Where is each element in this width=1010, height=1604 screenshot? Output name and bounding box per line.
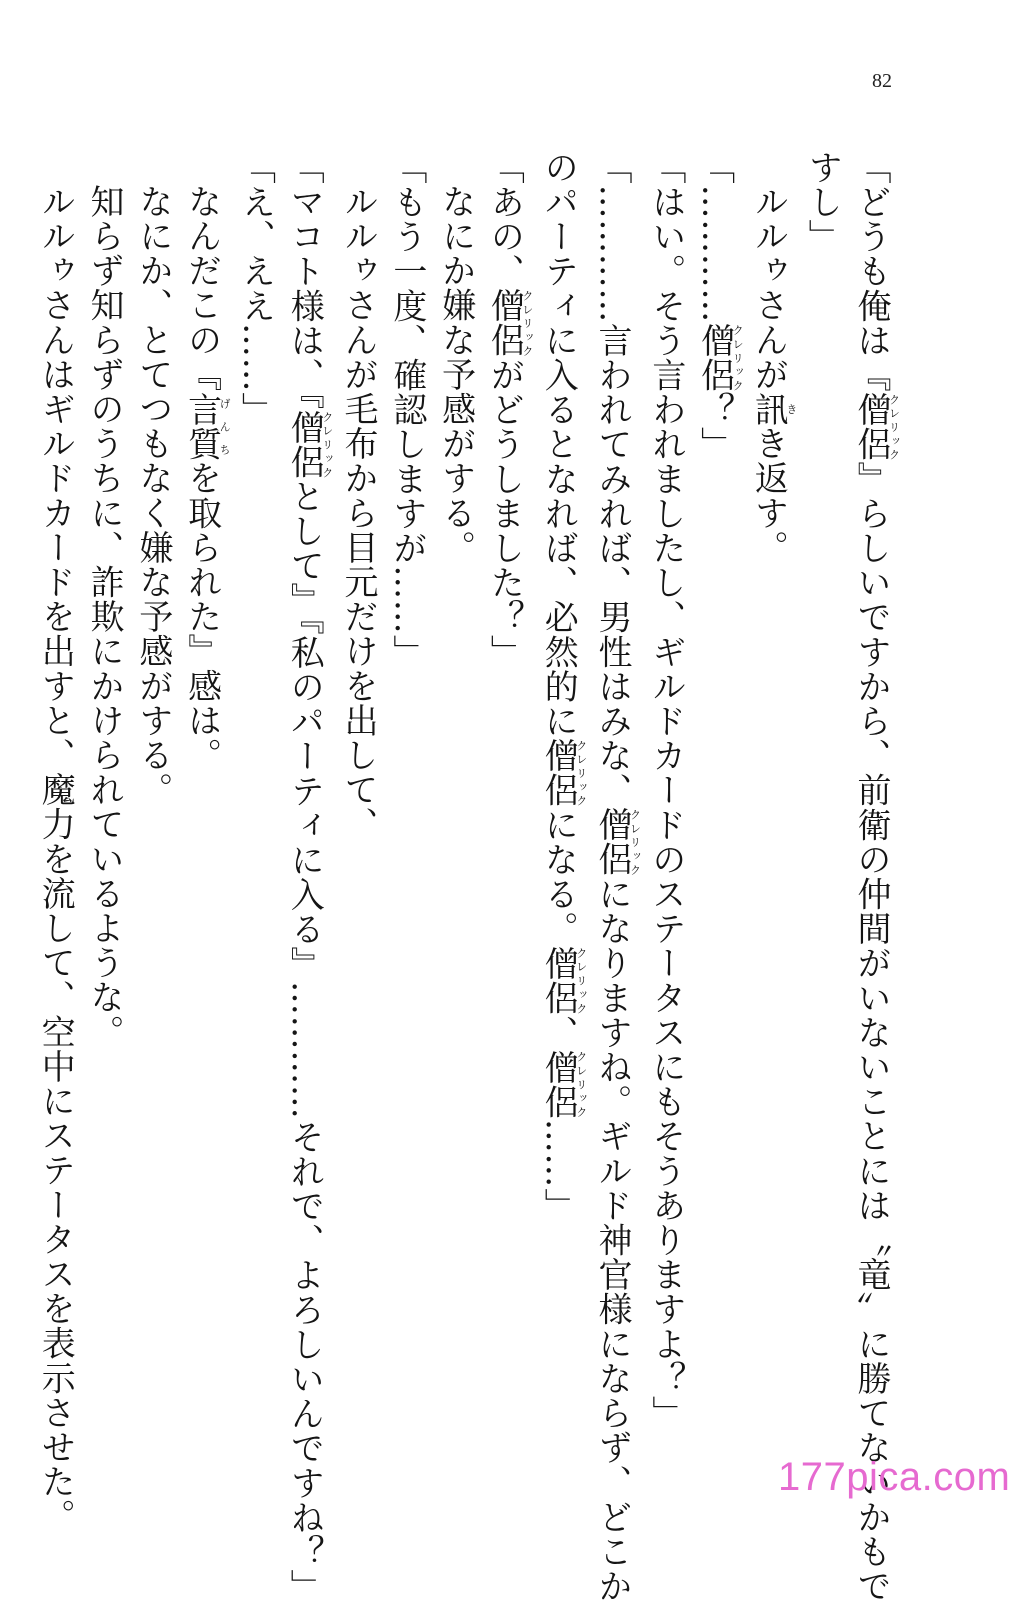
text-segment: 「はい。そう言われましたし、ギルドカードのステータスにもそうありますよ？」 — [645, 150, 686, 1431]
text-segment: き返す。 — [748, 426, 789, 565]
ruby-reading: クレリック — [628, 807, 642, 877]
text-line — [587, 150, 642, 1604]
text-segment: 』らしいですから、前衛の仲間がいないことには〝竜〟に勝てないかもで — [851, 461, 891, 1604]
ruby-reading: クレリック — [574, 738, 588, 808]
text-line — [79, 150, 128, 1380]
ruby-reading: クレリック — [731, 323, 745, 393]
text-segment: になりますね。ギルド神官様にならず、どこか — [592, 876, 633, 1604]
text-line — [690, 150, 744, 1380]
text-segment: ？」 — [694, 392, 735, 462]
text-segment: 知らず知らずのうちに、詐欺にかけられているような。 — [84, 184, 125, 1049]
ruby-base: 僧侶 — [284, 409, 325, 480]
text-segment: 「…………言われてみれば、男性はみな、 — [592, 150, 633, 808]
text-line — [279, 150, 334, 1604]
text-line — [533, 150, 587, 1380]
ruby-annotated-word — [748, 391, 798, 427]
text-segment: がどうしました？」 — [484, 357, 525, 670]
text-segment: 「もう一度、確認しますが……」 — [386, 150, 427, 669]
ruby-annotated-word — [592, 807, 642, 877]
ruby-base: 言質 — [181, 391, 222, 461]
ruby-annotated-word — [538, 1049, 588, 1119]
text-line — [177, 150, 231, 1380]
ruby-reading: クレリック — [320, 409, 334, 479]
text-line — [30, 150, 79, 1534]
ruby-base: 僧侶 — [592, 807, 633, 877]
text-segment: になる。 — [538, 807, 579, 946]
text-line — [231, 150, 280, 1380]
text-segment: 「マコト様は、『 — [284, 150, 325, 410]
text-line — [333, 150, 382, 1380]
ruby-reading: クレリック — [520, 288, 534, 358]
page-number: 82 — [872, 70, 892, 92]
ruby-annotated-word — [538, 945, 588, 1016]
ruby-base: 僧侶 — [538, 738, 579, 808]
watermark-text: 177pica.com — [778, 1455, 1010, 1499]
text-line — [641, 150, 690, 1431]
text-line — [846, 150, 901, 1604]
ruby-reading: クレリック — [887, 392, 901, 462]
ruby-reading: き — [784, 391, 798, 427]
text-segment: 「………… — [694, 150, 735, 323]
text-segment: 「どうも俺は『 — [851, 150, 891, 393]
text-line — [744, 150, 798, 1380]
ruby-base: 僧侶 — [851, 392, 891, 462]
ruby-reading: クレリック — [574, 945, 588, 1015]
text-segment: なにか嫌な予感がする。 — [435, 184, 476, 565]
ruby-annotated-word — [694, 323, 745, 393]
text-segment: すし」 — [802, 150, 843, 254]
text-segment: として』『私のパーティに入る』…………それで、よろしいんですね？」 — [284, 479, 325, 1604]
text-segment: なにか、とてつもなく嫌な予感がする。 — [132, 184, 173, 807]
text-line — [480, 150, 534, 1380]
ruby-base: 僧侶 — [538, 1049, 579, 1119]
ruby-annotated-word — [538, 738, 588, 808]
text-segment: ……」 — [538, 1118, 579, 1223]
ruby-annotated-word — [181, 391, 232, 461]
text-segment: 「え、ええ……」 — [235, 150, 276, 427]
ruby-annotated-word — [284, 409, 334, 480]
ruby-base: 僧侶 — [538, 945, 579, 1016]
text-segment: 、 — [538, 1015, 579, 1050]
ruby-annotated-word — [484, 288, 534, 358]
text-line — [382, 150, 431, 1380]
text-segment: のパーティに入るとなれば、必然的に — [538, 150, 579, 739]
ruby-annotated-word — [851, 392, 901, 462]
text-segment: ルルゥさんが — [748, 184, 789, 392]
text-segment: ルルゥさんが毛布から目元だけを出して、 — [338, 184, 379, 842]
ruby-reading: げんち — [218, 391, 232, 461]
text-segment: 「あの、 — [484, 150, 525, 289]
ruby-reading: クレリック — [574, 1049, 588, 1119]
ruby-base: 訊 — [748, 391, 789, 427]
text-segment: なんだこの『 — [181, 184, 222, 392]
ruby-base: 僧侶 — [484, 288, 525, 358]
text-segment: ルルゥさんはギルドカードを出すと、魔力を流して、空中にステータスを表示させた。 — [35, 184, 76, 1534]
text-segment: を取られた』感は。 — [181, 460, 222, 773]
ruby-base: 僧侶 — [694, 323, 735, 393]
text-line — [431, 150, 480, 1380]
text-line — [128, 150, 177, 1380]
text-line — [797, 150, 846, 1380]
